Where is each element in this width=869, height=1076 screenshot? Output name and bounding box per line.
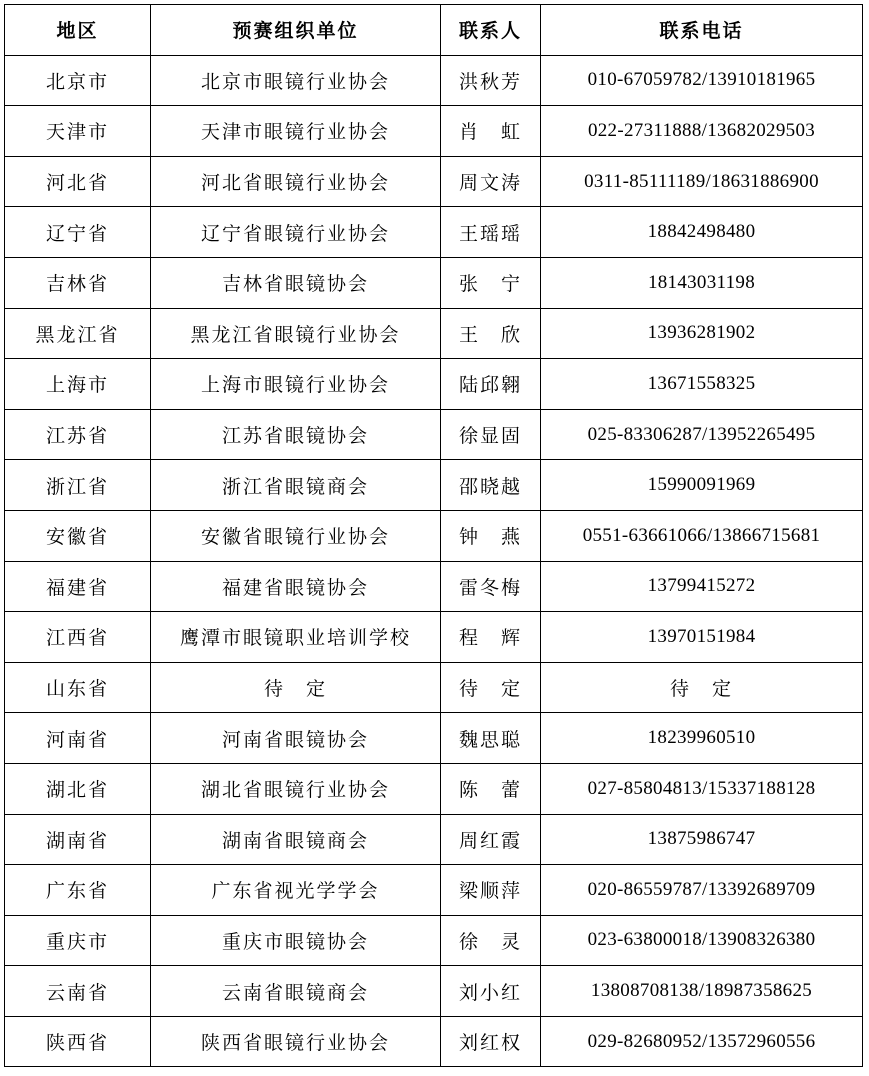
table-row xyxy=(5,763,863,814)
table-row xyxy=(5,814,863,865)
organizer-cell: 河北省眼镜行业协会 xyxy=(151,156,441,207)
phone-cell: 023-63800018/13908326380 xyxy=(541,915,863,966)
region-cell: 江西省 xyxy=(5,612,151,663)
phone-cell: 022-27311888/13682029503 xyxy=(541,106,863,157)
phone-cell: 027-85804813/15337188128 xyxy=(541,763,863,814)
contact-person-cell: 魏思聪 xyxy=(441,713,541,764)
contact-person-cell: 陆邱翱 xyxy=(441,359,541,410)
region-cell: 北京市 xyxy=(5,55,151,106)
phone-cell: 13970151984 xyxy=(541,612,863,663)
organizer-cell: 安徽省眼镜行业协会 xyxy=(151,510,441,561)
region-cell: 广东省 xyxy=(5,865,151,916)
organizer-cell: 鹰潭市眼镜职业培训学校 xyxy=(151,612,441,663)
phone-cell: 029-82680952/13572960556 xyxy=(541,1016,863,1067)
phone-cell: 0311-85111189/18631886900 xyxy=(541,156,863,207)
phone-cell: 13799415272 xyxy=(541,561,863,612)
phone-cell: 13875986747 xyxy=(541,814,863,865)
region-cell: 山东省 xyxy=(5,662,151,713)
contact-person-cell: 王瑶瑶 xyxy=(441,207,541,258)
phone-cell: 13808708138/18987358625 xyxy=(541,966,863,1017)
table-body xyxy=(5,55,863,1067)
region-cell: 上海市 xyxy=(5,359,151,410)
contact-person-cell: 周红霞 xyxy=(441,814,541,865)
organizer-cell: 江苏省眼镜协会 xyxy=(151,409,441,460)
organizer-cell: 吉林省眼镜协会 xyxy=(151,257,441,308)
table-row xyxy=(5,55,863,106)
organizer-cell: 天津市眼镜行业协会 xyxy=(151,106,441,157)
region-cell: 河南省 xyxy=(5,713,151,764)
contact-person-cell: 刘小红 xyxy=(441,966,541,1017)
table-row xyxy=(5,561,863,612)
header-organizer: 预赛组织单位 xyxy=(151,5,441,56)
table-row xyxy=(5,308,863,359)
contact-person-cell: 刘红权 xyxy=(441,1016,541,1067)
table-row xyxy=(5,662,863,713)
organizer-cell: 福建省眼镜协会 xyxy=(151,561,441,612)
contact-person-cell: 张 宁 xyxy=(441,257,541,308)
region-cell: 福建省 xyxy=(5,561,151,612)
region-cell: 黑龙江省 xyxy=(5,308,151,359)
phone-cell: 18239960510 xyxy=(541,713,863,764)
organizer-cell: 待 定 xyxy=(151,662,441,713)
organizer-cell: 广东省视光学学会 xyxy=(151,865,441,916)
organizer-cell: 湖南省眼镜商会 xyxy=(151,814,441,865)
table-row xyxy=(5,612,863,663)
contact-person-cell: 肖 虹 xyxy=(441,106,541,157)
contact-person-cell: 梁顺萍 xyxy=(441,865,541,916)
phone-cell: 025-83306287/13952265495 xyxy=(541,409,863,460)
table-row xyxy=(5,257,863,308)
header-region: 地区 xyxy=(5,5,151,56)
phone-cell: 13936281902 xyxy=(541,308,863,359)
region-cell: 陕西省 xyxy=(5,1016,151,1067)
table-row xyxy=(5,865,863,916)
table-row xyxy=(5,915,863,966)
table-row xyxy=(5,156,863,207)
phone-cell: 0551-63661066/13866715681 xyxy=(541,510,863,561)
region-cell: 湖北省 xyxy=(5,763,151,814)
region-cell: 江苏省 xyxy=(5,409,151,460)
organizer-cell: 黑龙江省眼镜行业协会 xyxy=(151,308,441,359)
contact-person-cell: 邵晓越 xyxy=(441,460,541,511)
phone-cell: 待 定 xyxy=(541,662,863,713)
table-row xyxy=(5,409,863,460)
contact-person-cell: 钟 燕 xyxy=(441,510,541,561)
contact-person-cell: 王 欣 xyxy=(441,308,541,359)
table-row xyxy=(5,460,863,511)
contact-person-cell: 周文涛 xyxy=(441,156,541,207)
contact-person-cell: 徐显固 xyxy=(441,409,541,460)
table-row xyxy=(5,207,863,258)
region-cell: 吉林省 xyxy=(5,257,151,308)
contact-person-cell: 徐 灵 xyxy=(441,915,541,966)
organizer-cell: 辽宁省眼镜行业协会 xyxy=(151,207,441,258)
organizer-cell: 浙江省眼镜商会 xyxy=(151,460,441,511)
organizer-cell: 北京市眼镜行业协会 xyxy=(151,55,441,106)
contact-person-cell: 程 辉 xyxy=(441,612,541,663)
region-cell: 安徽省 xyxy=(5,510,151,561)
region-cell: 天津市 xyxy=(5,106,151,157)
organizer-cell: 云南省眼镜商会 xyxy=(151,966,441,1017)
organizer-cell: 陕西省眼镜行业协会 xyxy=(151,1016,441,1067)
organizer-cell: 上海市眼镜行业协会 xyxy=(151,359,441,410)
region-cell: 湖南省 xyxy=(5,814,151,865)
contact-person-cell: 陈 蕾 xyxy=(441,763,541,814)
table-row xyxy=(5,359,863,410)
contact-person-cell: 待 定 xyxy=(441,662,541,713)
table-row xyxy=(5,510,863,561)
contact-person-cell: 洪秋芳 xyxy=(441,55,541,106)
contacts-table xyxy=(4,4,863,1067)
organizer-cell: 河南省眼镜协会 xyxy=(151,713,441,764)
phone-cell: 18842498480 xyxy=(541,207,863,258)
region-cell: 重庆市 xyxy=(5,915,151,966)
phone-cell: 15990091969 xyxy=(541,460,863,511)
region-cell: 辽宁省 xyxy=(5,207,151,258)
header-contact-person: 联系人 xyxy=(441,5,541,56)
organizer-cell: 湖北省眼镜行业协会 xyxy=(151,763,441,814)
table-row xyxy=(5,713,863,764)
phone-cell: 13671558325 xyxy=(541,359,863,410)
region-cell: 云南省 xyxy=(5,966,151,1017)
table-row xyxy=(5,106,863,157)
phone-cell: 020-86559787/13392689709 xyxy=(541,865,863,916)
organizer-cell: 重庆市眼镜协会 xyxy=(151,915,441,966)
contact-person-cell: 雷冬梅 xyxy=(441,561,541,612)
region-cell: 浙江省 xyxy=(5,460,151,511)
phone-cell: 010-67059782/13910181965 xyxy=(541,55,863,106)
table-row xyxy=(5,1016,863,1067)
header-row xyxy=(5,5,863,56)
region-cell: 河北省 xyxy=(5,156,151,207)
header-phone: 联系电话 xyxy=(541,5,863,56)
table-row xyxy=(5,966,863,1017)
phone-cell: 18143031198 xyxy=(541,257,863,308)
